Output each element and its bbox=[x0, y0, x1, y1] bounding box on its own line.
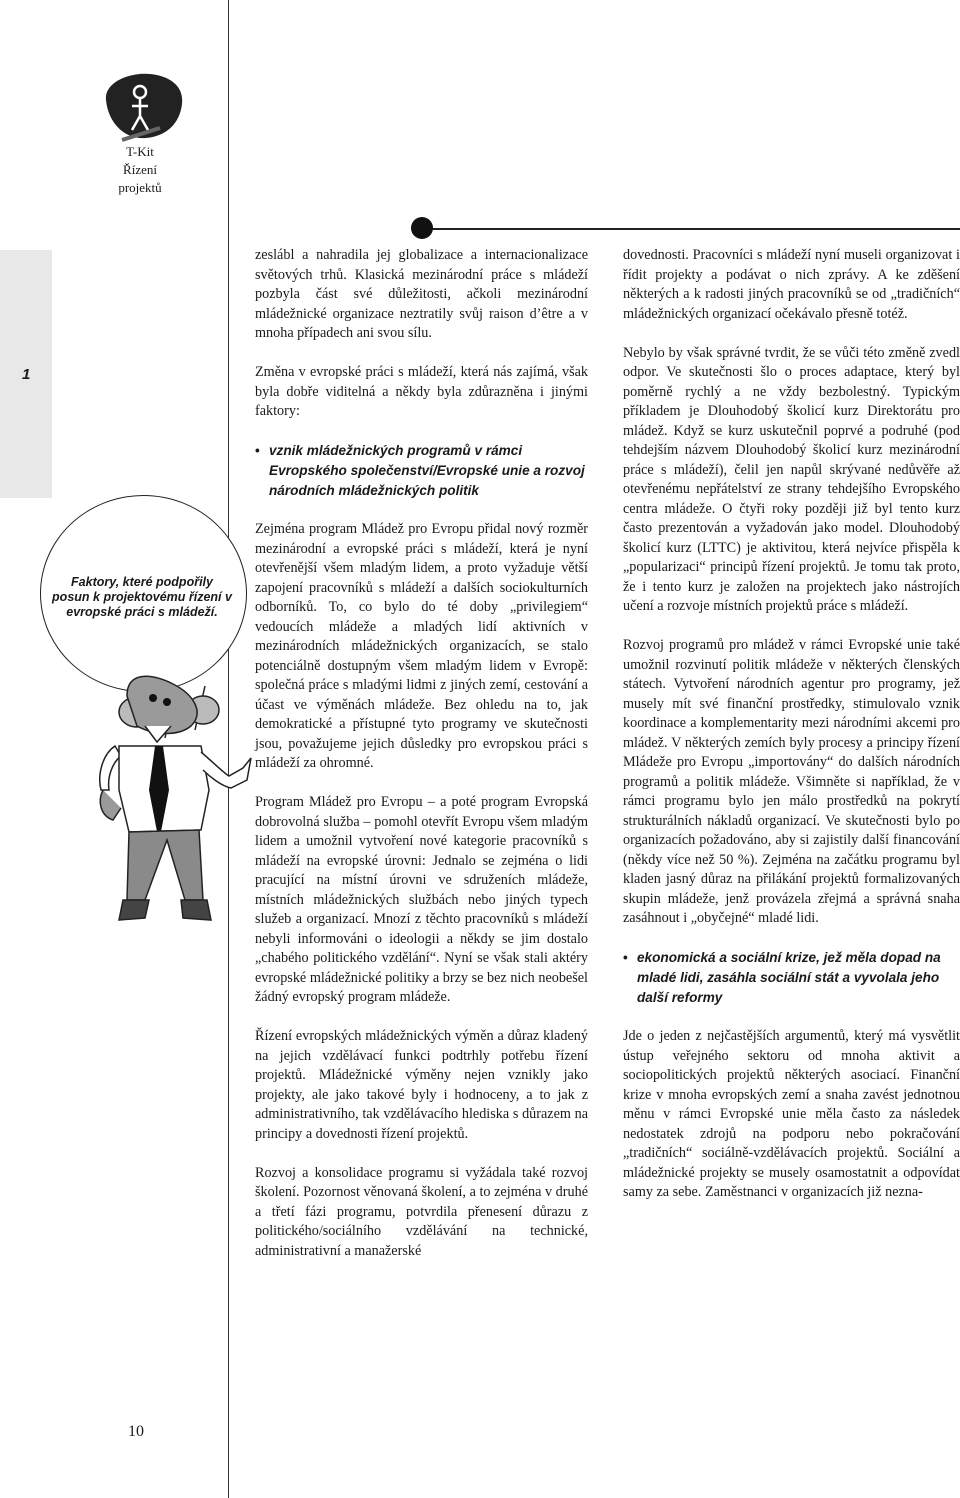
chapter-number: 1 bbox=[22, 366, 31, 383]
mouse-mascot-illustration bbox=[75, 490, 265, 970]
paragraph: Změna v evropské práci s mládeží, která nás zajímá, však byla dobře viditelná a někdy byla zdůrazněna i jinými faktory: bbox=[255, 364, 588, 419]
paragraph: Jde o jeden z nejčastějších argumentů, který má vysvětlit ústup veřejného sektoru od mnoha aktivit a sociopolitických projektů některých asociací. Finanční krize v mnoha evropských zemí a snaha zavést jednotnou měnu v rámci Evropské unie měla často za následek nedostatek zdrojů na podporu nebo pokračování „tradičních“ sociálně-vzdělávacích projektů. Sociální a mládežnické projekty se musely osamostatnit a odpovídat samy za sebe. Zaměstnanci v organizacích již nezna- bbox=[623, 1028, 960, 1200]
kit-title bbox=[60, 143, 220, 197]
paragraph: zeslábl a nahradila jej globalizace a internacionalizace světových trhů. Klasická mezinárodní práce s mládeží pozbyla část své důležitosti, ačkoli mezinárodní mládežnické organizace neztratily svůj raison d’être a v mnoha případech ani svou sílu. bbox=[255, 247, 588, 341]
paragraph: dovednosti. Pracovníci s mládeží nyní museli organizovat i řídit projekty a podávat o nich zprávy. A ke zděšení některých a k radosti jiných pracovníků se od „tradičních“ mládežnických organizací očekávalo přesně totéž. bbox=[623, 247, 960, 322]
text-column-left bbox=[255, 246, 588, 1281]
kit-title-line: Řízení bbox=[123, 162, 157, 177]
paragraph: Program Mládež pro Evropu – a poté program Evropská dobrovolná služba – pomohl otevřít Evropu všem mladým lidem a umožnil vytvoření nové kategorie pracovníků s mládeží na evropské úrovni: Jednalo se zejména o lidi pracující na místní úrovni ve sdruženích mládeže, místních mládežnických službách nebo jiných typech služeb a organizací. Mnozí z těchto pracovníků s mládeží nebyli informováni o ideologii a někdy se jim dostalo „chabého politického vzdělání“. Nyní se však stali aktéry evropské mládežnické politiky a brzy se bez nich neobešel žádný evropský program mládeže. bbox=[255, 794, 588, 1005]
text-column-right bbox=[623, 246, 960, 1222]
paragraph: Zejména program Mládež pro Evropu přidal nový rozměr mezinárodní a evropské práci s mládeží, která je nyní otevřenější všem mladým lidem, a proto vyžaduje větší zapojení pracovníků s mládeží a dalších sociokulturních odborníků. To, co bylo do té doby „privilegiem“ vedoucích mládeže a mladých lidí aktivních v mezinárodních mládežnických organizacích, se stalo potenciálně dostupným všem mladým lidem v Evropě: společná práce s mladými lidmi z jiných zemí, cestování a účast ve výměnách mládeže. Bez ohledu na to, jak demokratické a přístupné tyto programy ve skutečnosti jsou, považujeme jejich důsledky pro evropskou práci s mládeží za ohromné. bbox=[255, 521, 588, 771]
paragraph: Rozvoj a konsolidace programu si vyžádala také rozvoj školení. Pozornost věnovaná školení, a to zejména v druhé a třetí fázi programu, potvrdila přenesení důrazu z politického/sociálního vzdělávání na technické, administrativní a manažerské bbox=[255, 1164, 588, 1259]
kit-title-line: projektů bbox=[118, 180, 162, 195]
paragraph: Řízení evropských mládežnických výměn a důraz kladený na jejich vzdělávací funkci podtrhly potřebu řízení projektů. Mládežnické výměny nejen vznikly jako projekty, ale jako takové byly i hodnoceny, a to jak z administrativního, tak vzdělávacího hlediska s důrazem na principy a dovednosti řízení projektů. bbox=[255, 1028, 588, 1142]
page-number: 10 bbox=[128, 1423, 144, 1440]
paragraph: Rozvoj programů pro mládež v rámci Evropské unie také umožnil rozvinutí politik mládeže v některých členských státech. Vytvoření národních agentur pro programy, jež musely mít své finanční prostředky, stimulovalo vznik koordinace a komplementarity mezi národními akcemi pro mládež. V některých zemích byly procesy a principy řízení Mládeže pro Evropu „importovány“ do dalších národních programů a politik mládeže. Všimněte si například, že v rámci programu bylo jen málo prostředků na pokrytí strukturálních nákladů organizací. Ve skutečnosti bylo po organizacích požadováno, aby si zajistily další financování (někdy více než 50 %). Zejména na začátku programu byl kladen jasný důraz na přilákání projektů formalizovaných skupin mládeže, jenž provázela zřejmá a správná snaha zasáhnout i „obyčejné“ mladé lidi. bbox=[623, 637, 960, 926]
bullet-heading: • ekonomická a sociální krize, jež měla dopad na mladé lidi, zasáhla sociální stát a vyvolala jeho další reformy bbox=[623, 948, 960, 1008]
bullet-heading: • vznik mládežnických programů v rámci Evropského společenství/Evropské unie a rozvoj národních mládežnických politik bbox=[255, 441, 588, 501]
speech-bubble-text: Faktory, které podpořily posun k projektovému řízení v evropské práci s mládeží. bbox=[52, 575, 232, 619]
t-kit-logo-icon bbox=[100, 70, 186, 144]
top-rule bbox=[422, 228, 960, 230]
kit-title-line: T-Kit bbox=[126, 144, 154, 159]
circle-icon bbox=[411, 217, 433, 239]
paragraph: Nebylo by však správné tvrdit, že se vůči této změně zvedl odpor. Ve skutečnosti šlo o proces adaptace, který byl poměrně rychlý a ne vždy bezbolestný. Typickým příkladem je Dlouhodobý školicí kurz Direktorátu pro mládež. Když se kurz uskutečnil poprvé a podruhé (pod tehdejším názvem Dlouhodobý školicí kurz mezinárodní práce s mládeží), čelil jen napůl skrývané nedůvěře až otevřenému nepřátelství ze strany tehdejšího Evropského centra mládeže. O čtyři roky později již byl tento kurz často prezentován a vyžadován jako model. Dlouhodobý školicí kurz (LTTC) je aktivitou, která nejvíce přispěla k „popularizaci“ principů řízení projektů. Je tomu tak proto, že i tento kurz je založen na projektech jako nástrojích učení a rozvoje místních projektů práce s mládeží. bbox=[623, 344, 960, 614]
